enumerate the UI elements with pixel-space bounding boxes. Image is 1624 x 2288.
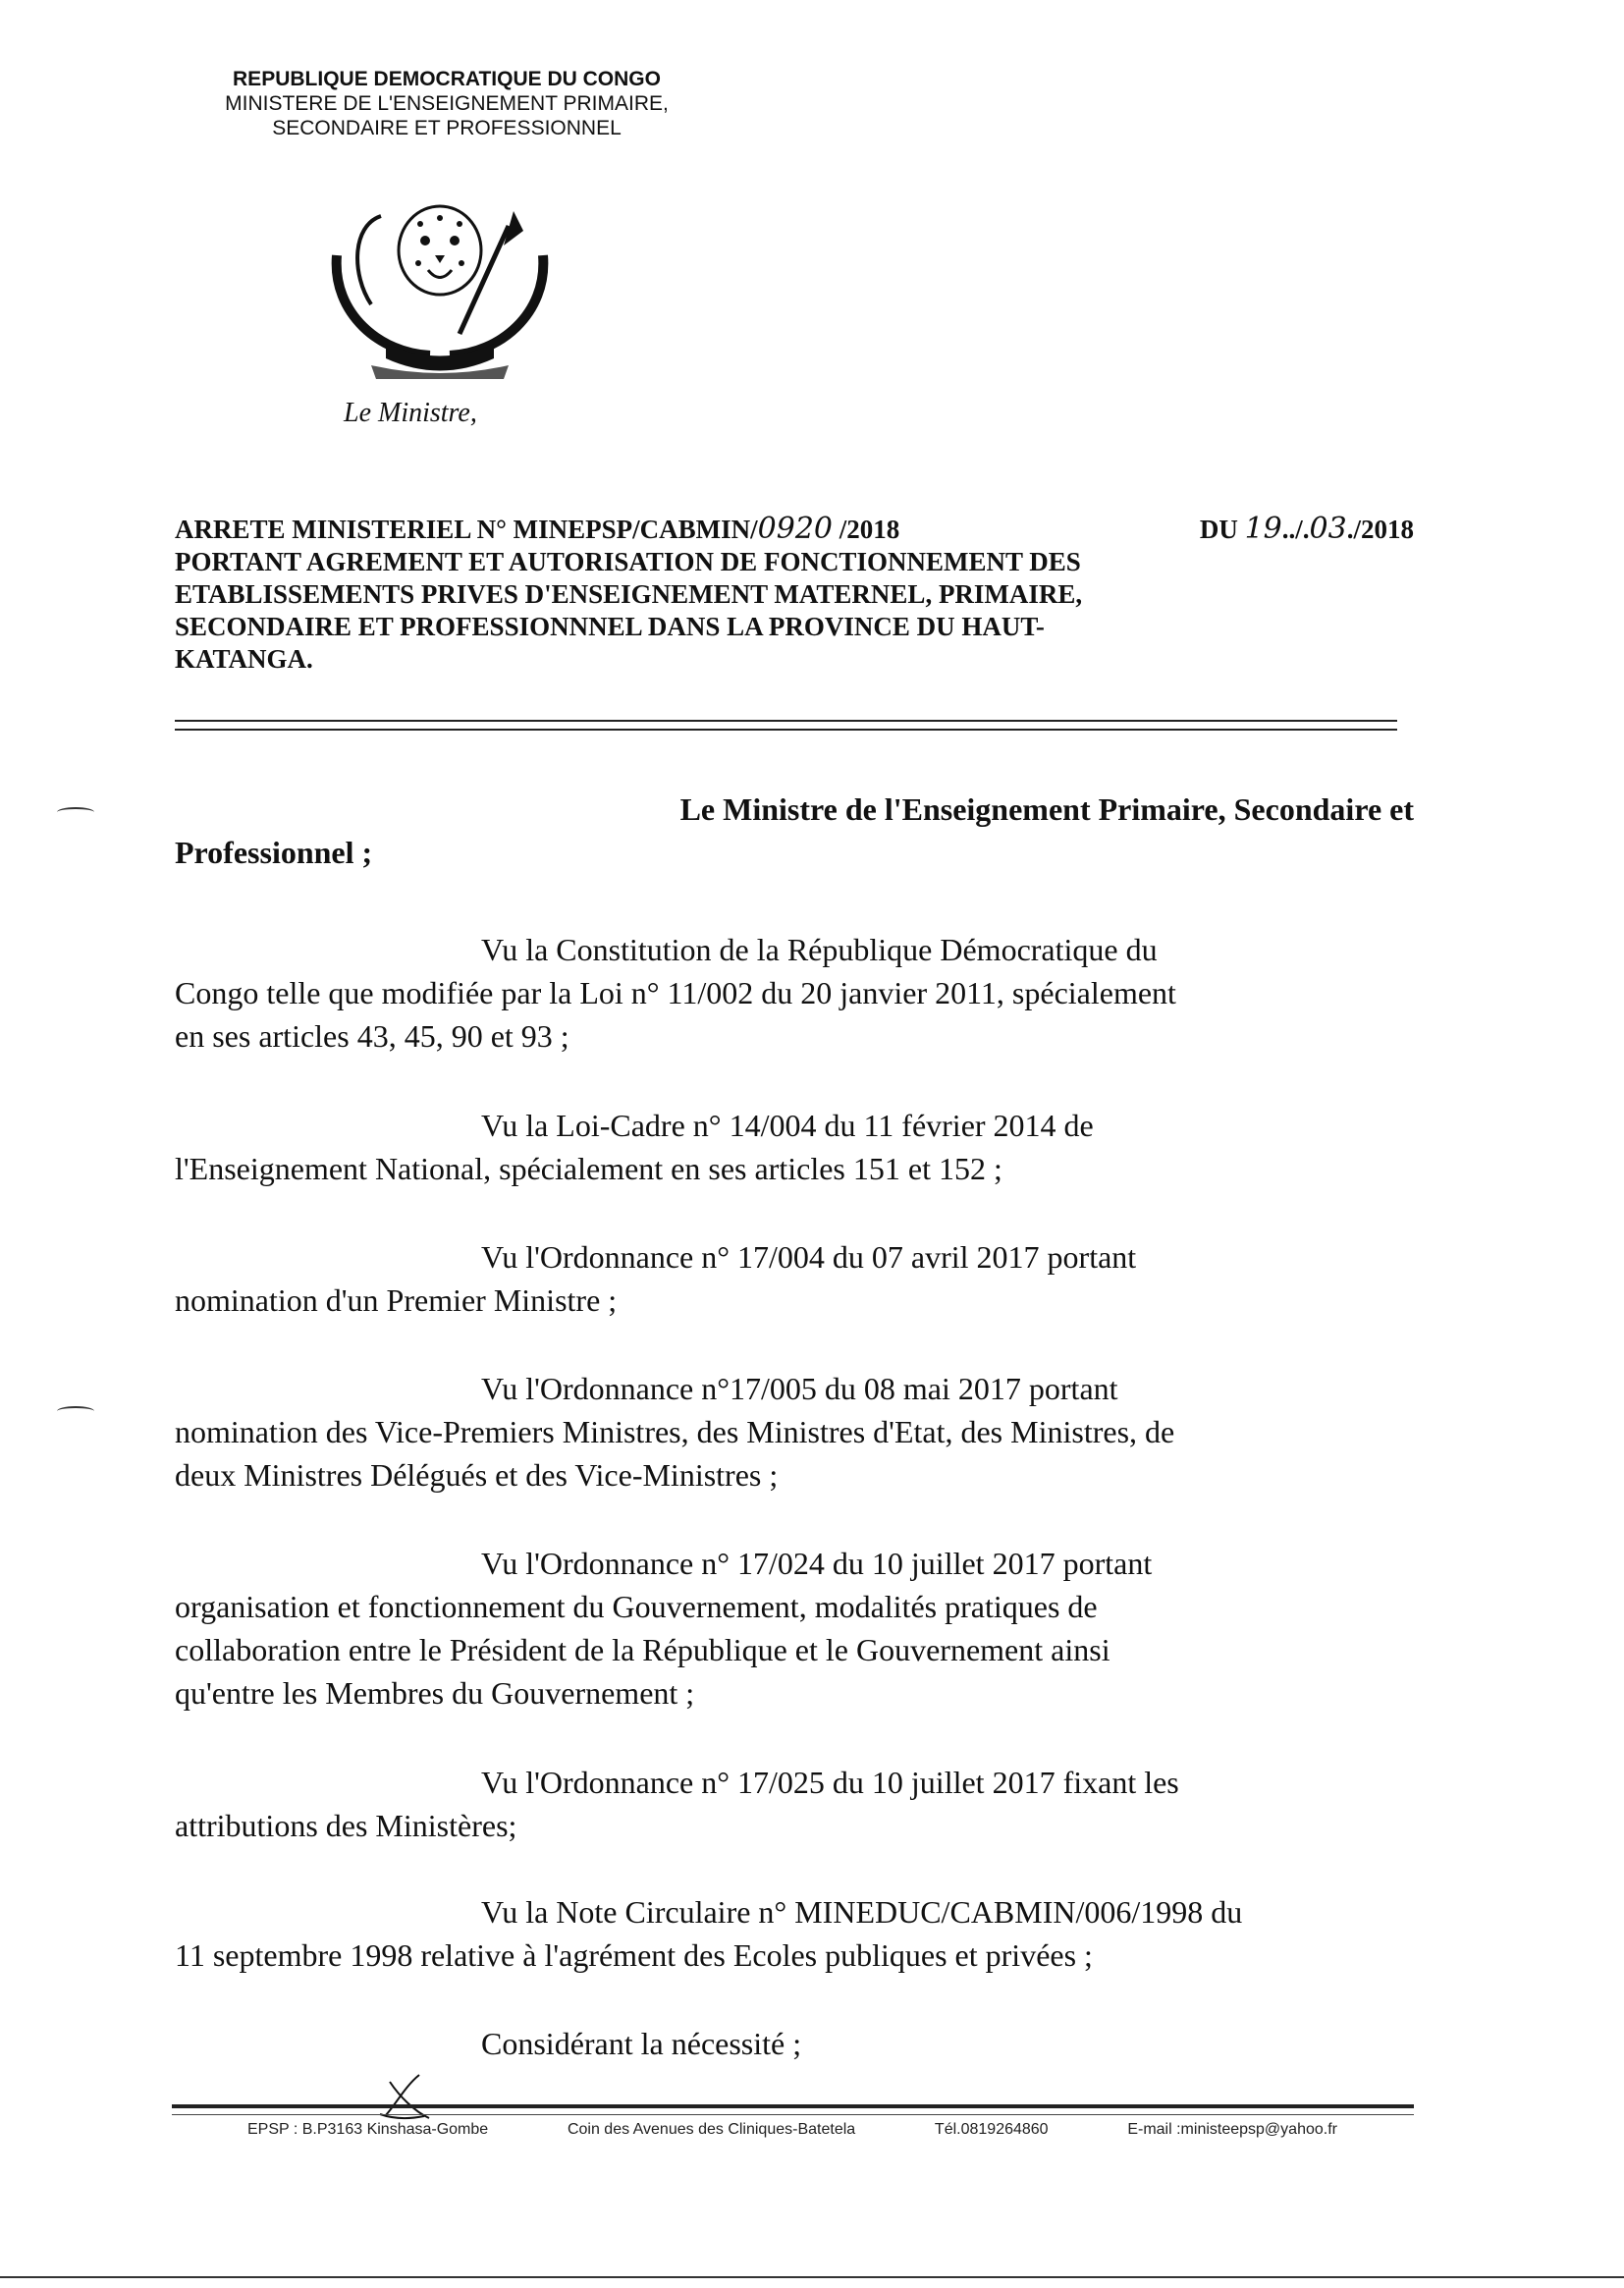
margin-mark [57,807,94,817]
decree-date-year: /2018 [1353,515,1414,544]
visa-line: organisation et fonctionnement du Gouvernement, modalités pratiques de [175,1589,1098,1624]
visa-line: deux Ministres Délégués et des Vice-Ministres ; [175,1457,779,1493]
intro-line: Le Ministre de l'Enseignement Primaire, Secondaire et [679,791,1414,827]
visa-line: Vu l'Ordonnance n° 17/025 du 10 juillet 2017 fixant les [481,1765,1179,1800]
footer-contact [247,2121,1337,2139]
page-bottom-edge [0,2276,1624,2278]
visa-line: Vu la Constitution de la République Démocratique du [481,932,1158,967]
intro-paragraph [175,788,1414,874]
decree-title-line1: ARRETE MINISTERIEL N° MINEPSP/CABMIN/0920 /2018 DU 19../.03./2018 [175,512,1414,546]
coat-of-arms-emblem [312,187,568,383]
visa-ordonnance-ministres [175,1367,1414,1497]
decree-title-line5: KATANGA. [175,644,313,674]
visa-line: 11 septembre 1998 relative à l'agrément des Ecoles publiques et privées ; [175,1937,1093,1973]
visa-line: Vu l'Ordonnance n° 17/024 du 10 juillet 2017 portant [481,1546,1153,1581]
decree-date-day: 19 [1244,512,1282,546]
signatory-title: Le Ministre, [344,398,477,428]
footer-address: EPSP : B.P3163 Kinshasa-Gombe [247,2121,489,2138]
visa-ordonnance-attributions [175,1761,1414,1847]
visa-line: nomination des Vice-Premiers Ministres, des Ministres d'Etat, des Ministres, de [175,1414,1175,1449]
visa-ordonnance-premier-ministre [175,1235,1414,1322]
letterhead-ministry-cont: SECONDAIRE ET PROFESSIONNEL [272,117,622,139]
considerant-paragraph [175,2022,1414,2065]
visa-note-circulaire [175,1890,1414,1977]
decree-title-line3: ETABLISSEMENTS PRIVES D'ENSEIGNEMENT MATERNEL, PRIMAIRE, [175,579,1083,609]
margin-mark [57,1406,94,1416]
visa-line: attributions des Ministères; [175,1808,517,1843]
decree-title-line4: SECONDAIRE ET PROFESSIONNNEL DANS LA PROVINCE DU HAUT- [175,612,1045,641]
decree-du-label: DU [1199,515,1238,544]
decree-title [175,513,1414,676]
footer-email: E-mail :ministeepsp@yahoo.fr [1127,2121,1337,2138]
title-double-rule [175,720,1397,731]
letterhead-ministry: MINISTERE DE L'ENSEIGNEMENT PRIMAIRE, [225,92,669,115]
visa-line: en ses articles 43, 45, 90 et 93 ; [175,1018,569,1054]
decree-title-line2: PORTANT AGREMENT ET AUTORISATION DE FONCTIONNEMENT DES [175,547,1081,576]
visa-line: Vu la Note Circulaire n° MINEDUC/CABMIN/006/1998 du [481,1894,1243,1930]
visa-line: Congo telle que modifiée par la Loi n° 11/002 du 20 janvier 2011, spécialement [175,975,1176,1010]
footer-street: Coin des Avenues des Cliniques-Batetela [567,2121,856,2138]
visa-line: nomination d'un Premier Ministre ; [175,1282,618,1318]
letterhead [172,67,722,140]
decree-year: /2018 [839,515,900,544]
visa-line: qu'entre les Membres du Gouvernement ; [175,1675,695,1711]
letterhead-country: REPUBLIQUE DEMOCRATIQUE DU CONGO [233,68,661,90]
footer-phone: Tél.0819264860 [934,2121,1049,2138]
decree-date-month: 03 [1309,512,1347,546]
visa-ordonnance-gouvernement [175,1542,1414,1715]
footer-rule [172,2104,1414,2115]
visa-loi-cadre [175,1104,1414,1190]
visa-line: l'Enseignement National, spécialement en ses articles 151 et 152 ; [175,1151,1002,1186]
decree-number-handwritten: 0920 [757,512,833,546]
visa-line: Vu la Loi-Cadre n° 14/004 du 11 février 2014 de [481,1108,1094,1143]
visa-constitution [175,928,1414,1058]
visa-line: Vu l'Ordonnance n°17/005 du 08 mai 2017 portant [481,1371,1118,1406]
visa-line: collaboration entre le Président de la République et le Gouvernement ainsi [175,1632,1110,1667]
considerant-line: Considérant la nécessité ; [481,2026,802,2061]
intro-line: Professionnel ; [175,835,373,870]
visa-line: Vu l'Ordonnance n° 17/004 du 07 avril 2017 portant [481,1239,1137,1275]
decree-reference-prefix: ARRETE MINISTERIEL N° MINEPSP/CABMIN/ [175,515,758,544]
